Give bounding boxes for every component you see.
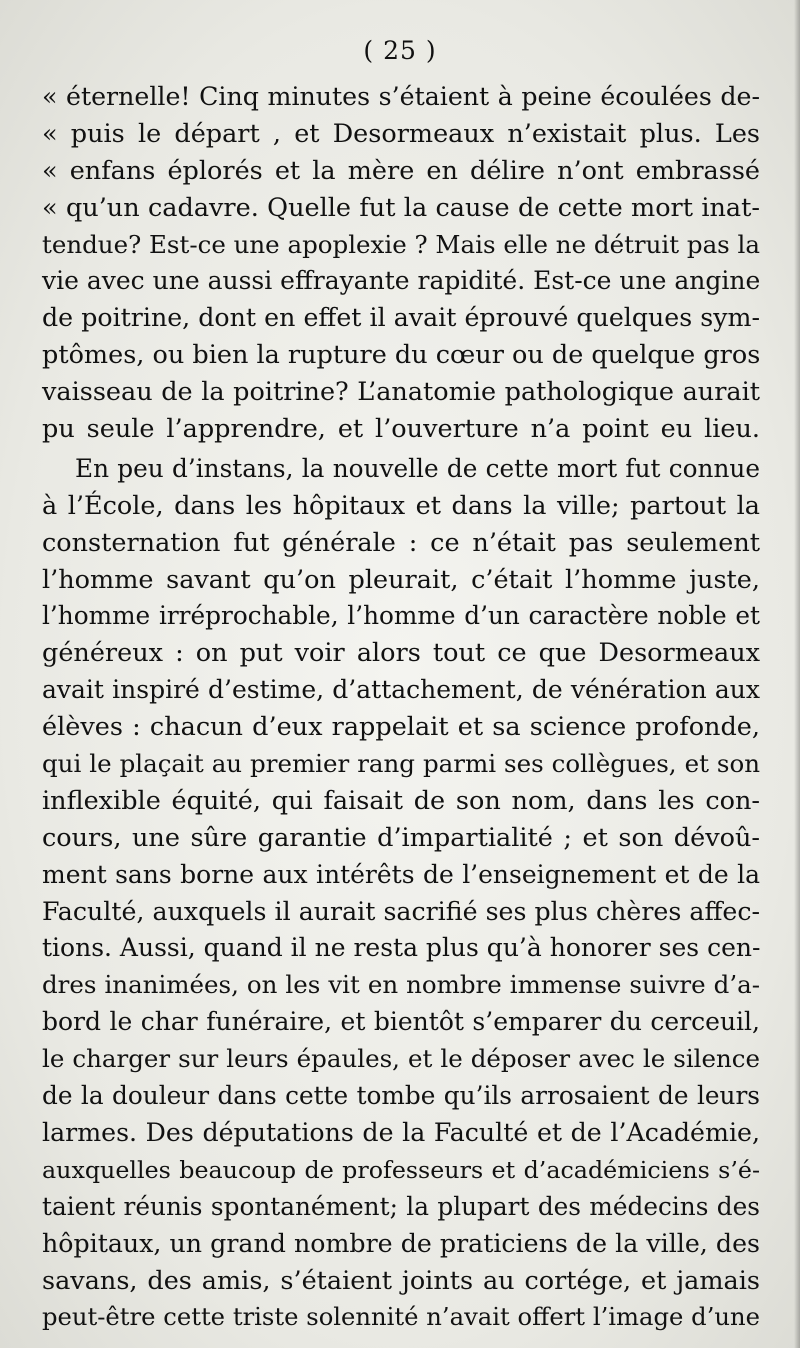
text-line: inflexible équité, qui faisait de son nom, dans les con- — [42, 785, 760, 816]
text-line: bord le char funéraire, et bientôt s’emparer du cerceuil, — [42, 1007, 760, 1037]
text-line: l’homme irréprochable, l’homme d’un caractère noble et — [42, 601, 760, 631]
text-line: tendue? Est-ce une apoplexie ? Mais elle ne détruit pas la — [42, 229, 760, 259]
text-line: généreux : on put voir alors tout ce que Desormeaux — [42, 638, 760, 669]
text-line: vaisseau de la poitrine? L’anatomie pathologique aurait — [42, 377, 760, 408]
paragraph-1 — [42, 79, 760, 448]
text-line: l’homme savant qu’on pleurait, c’était l’homme juste, — [42, 564, 760, 595]
text-line: savans, des amis, s’étaient joints au cortége, et jamais — [42, 1265, 760, 1296]
text-line: dres inanimées, on les vit en nombre immense suivre d’a- — [42, 970, 760, 1000]
text-line: avait inspiré d’estime, d’attachement, de vénération aux — [42, 675, 760, 705]
text-line: de la douleur dans cette tombe qu’ils arrosaient de leurs — [42, 1081, 760, 1111]
text-line: « puis le départ , et Desormeaux n’existait plus. Les — [42, 118, 760, 149]
page-number: ( 25 ) — [363, 36, 437, 65]
page-edge-shadow — [794, 0, 800, 1348]
text-line: peut-être cette triste solennité n’avait offert l’image d’une — [42, 1302, 760, 1332]
text-line: taient réunis spontanément; la plupart des médecins des — [42, 1191, 760, 1221]
text-line: Faculté, auxquels il aurait sacrifié ses plus chères affec- — [42, 896, 760, 926]
text-line: « enfans éplorés et la mère en délire n’ont embrassé — [42, 155, 760, 186]
text-line: pu seule l’apprendre, et l’ouverture n’a point eu lieu. — [42, 414, 760, 445]
body-text — [42, 79, 760, 1336]
text-line: cours, une sûre garantie d’impartialité ; et son dévoû- — [42, 822, 760, 853]
text-line: à l’École, dans les hôpitaux et dans la ville; partout la — [42, 490, 760, 521]
text-line: tions. Aussi, quand il ne resta plus qu’à honorer ses cen- — [42, 933, 761, 963]
text-line: élèves : chacun d’eux rappelait et sa science profonde, — [42, 712, 760, 743]
text-line: qui le plaçait au premier rang parmi ses collègues, et son — [42, 749, 760, 779]
text-line: de poitrine, dont en effet il avait éprouvé quelques sym- — [42, 303, 760, 333]
text-line: auxquelles beaucoup de professeurs et d’académiciens s’é- — [42, 1155, 760, 1184]
text-line: consternation fut générale : ce n’était pas seulement — [42, 527, 760, 558]
text-line: le charger sur leurs épaules, et le déposer avec le silence — [42, 1044, 760, 1074]
paragraph-2 — [42, 451, 760, 1336]
text-line: vie avec une aussi effrayante rapidité. Est-ce une angine — [42, 266, 761, 296]
text-line: En peu d’instans, la nouvelle de cette mort fut connue — [75, 453, 760, 483]
text-line: « éternelle! Cinq minutes s’étaient à peine écoulées de- — [42, 82, 760, 111]
text-line: hôpitaux, un grand nombre de praticiens de la ville, des — [42, 1228, 760, 1258]
text-line: ment sans borne aux intérêts de l’enseignement et de la — [42, 859, 760, 889]
text-line: « qu’un cadavre. Quelle fut la cause de cette mort inat- — [42, 192, 760, 223]
text-line: larmes. Des députations de la Faculté et de l’Académie, — [42, 1117, 760, 1147]
text-line: ptômes, ou bien la rupture du cœur ou de quelque gros — [42, 340, 761, 371]
